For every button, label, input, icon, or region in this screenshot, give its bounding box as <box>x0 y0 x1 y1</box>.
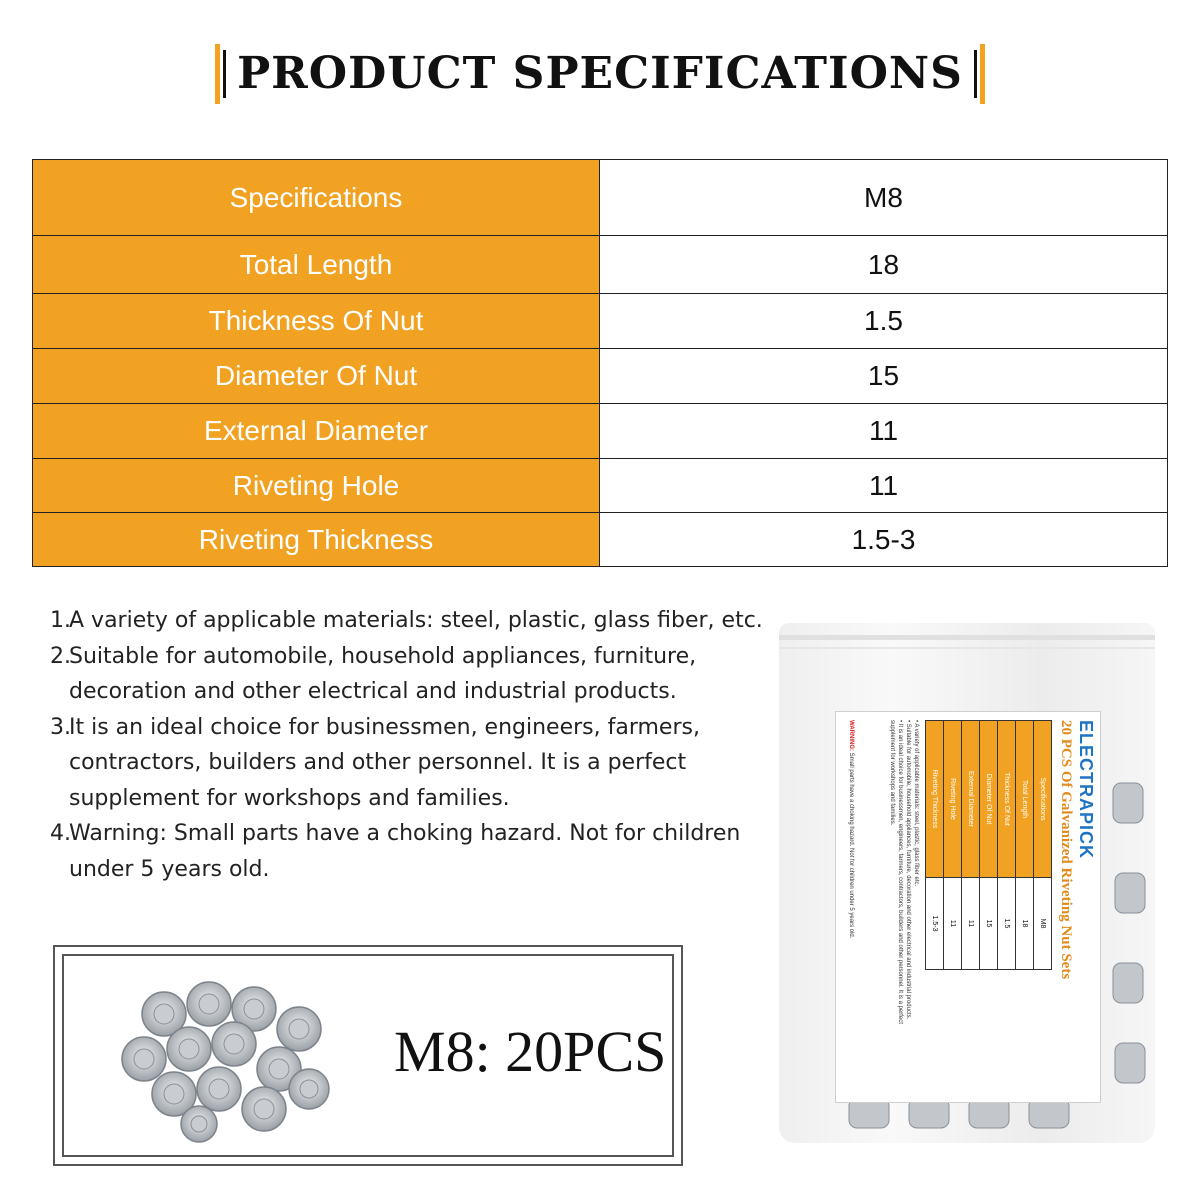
list-item <box>50 816 770 887</box>
list-item <box>50 639 770 710</box>
title-bar-right <box>973 44 985 104</box>
spec-value: 1.5-3 <box>600 513 1168 567</box>
bag-spec-value: 15 <box>980 878 998 970</box>
list-item <box>50 710 770 817</box>
spec-row <box>33 349 1168 404</box>
bag-label-text: • A variety of applicable materials: steel, plastic, glass fiber etc. • Suitable for automobile, household appliances, furniture, decoration and other electrical and industrial products. • It is an ideal choice for businessmen, engineers, farmers, contractors, builders and other personnel. It is a perfect supplement for workshops and families. <box>889 720 919 1024</box>
spec-value: 18 <box>600 236 1168 294</box>
page-title <box>215 44 985 104</box>
spec-value: 15 <box>600 349 1168 404</box>
spec-label: Total Length <box>33 236 600 294</box>
spec-label: Thickness Of Nut <box>33 294 600 349</box>
rivet-nuts-image <box>104 974 344 1144</box>
page-title-text: PRODUCT SPECIFICATIONS <box>237 48 963 99</box>
bag-spec-label: Riveting Thickness <box>926 721 944 878</box>
item-text: A variety of applicable materials: steel, plastic, glass fiber, etc. <box>69 608 763 633</box>
item-text: Warning: Small parts have a choking hazard. Not for children under 5 years old. <box>69 821 741 882</box>
bag-nuts-side <box>1109 763 1149 1093</box>
bag-spec-label: Riveting Hole <box>944 721 962 878</box>
spec-value: M8 <box>600 160 1168 236</box>
spec-row <box>33 459 1168 513</box>
spec-label: Riveting Thickness <box>33 513 600 567</box>
bag-spec-value: 11 <box>944 878 962 970</box>
bag-spec-value: 1.5 <box>998 878 1016 970</box>
bag-label <box>835 711 1101 1103</box>
quantity-label: M8: 20PCS <box>394 1019 667 1084</box>
feature-list <box>50 603 770 887</box>
spec-label: Riveting Hole <box>33 459 600 513</box>
spec-row <box>33 236 1168 294</box>
item-number: 1. <box>50 608 71 633</box>
spec-label: Specifications <box>33 160 600 236</box>
item-number: 4. <box>50 821 71 846</box>
bag-spec-table <box>925 720 1052 970</box>
spec-row <box>33 404 1168 459</box>
bag-spec-label: Thickness Of Nut <box>998 721 1016 878</box>
bag-spec-label: Diameter Of Nut <box>980 721 998 878</box>
spec-value: 1.5 <box>600 294 1168 349</box>
bag-spec-value: 18 <box>1016 878 1034 970</box>
spec-row <box>33 160 1168 236</box>
item-text: It is an ideal choice for businessmen, engineers, farmers, contractors, builders and other personnel. It is a perfect supplement for workshops and families. <box>69 714 700 811</box>
item-text: Suitable for automobile, household appliances, furniture, decoration and other electrical and industrial products. <box>69 643 697 704</box>
bag-spec-value: 11 <box>962 878 980 970</box>
spec-label: External Diameter <box>33 404 600 459</box>
product-bag-image <box>779 623 1155 1143</box>
quantity-box <box>53 945 683 1166</box>
item-number: 2. <box>50 643 71 669</box>
brand-logo: ELECTRAPICK <box>1076 720 1096 860</box>
spec-label: Diameter Of Nut <box>33 349 600 404</box>
list-item <box>50 603 770 639</box>
bag-label-title: 20 PCS Of Galvanized Riveting Nut Sets <box>1058 720 1074 980</box>
title-bar-left <box>215 44 227 104</box>
bag-spec-value: 1.5-3 <box>926 878 944 970</box>
bag-spec-label: Specifications <box>1034 721 1052 878</box>
bag-warning: WARNING: Small parts have a choking hazard. Not for children under 5 years old. <box>848 720 854 939</box>
spec-row <box>33 513 1168 567</box>
spec-value: 11 <box>600 459 1168 513</box>
spec-value: 11 <box>600 404 1168 459</box>
spec-row <box>33 294 1168 349</box>
spec-table <box>32 159 1168 567</box>
item-number: 3. <box>50 714 71 740</box>
bag-spec-label: Total Length <box>1016 721 1034 878</box>
bag-spec-label: External Diameter <box>962 721 980 878</box>
bag-spec-value: M8 <box>1034 878 1052 970</box>
